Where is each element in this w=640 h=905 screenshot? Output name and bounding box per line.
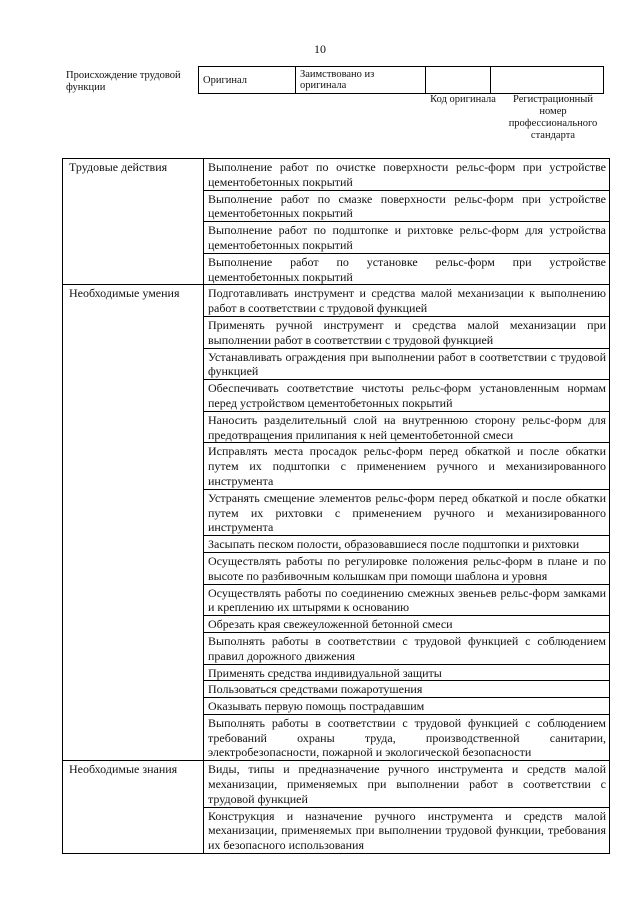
section-item: Выполнение работ по подштопке и рихтовке рельс-форм для устройства цементобетонных покрытий (204, 222, 610, 254)
section-title: Необходимые знания (63, 761, 204, 854)
section-item: Конструкция и назначение ручного инструмента и средств малой механизации, применяемых при выполнении трудовой функции, требования их безопасного использования (204, 807, 610, 853)
section-item: Засыпать песком полости, образовавшиеся после подштопки и рихтовки (204, 536, 610, 553)
reg-number-caption: Регистрационный номер профессионального стандарта (508, 94, 598, 141)
section-item: Обеспечивать соответствие чистоты рельс-форм установленным нормам перед устройством цементобетонных покрытий (204, 380, 610, 412)
section-item: Применять ручной инструмент и средства малой механизации при выполнении работ в соответствии с трудовой функцией (204, 316, 610, 348)
section-title: Трудовые действия (63, 159, 204, 285)
section-item: Устранять смещение элементов рельс-форм перед обкаткой и после обкатки путем их рихтовки с применением ручного и механизированного инструмента (204, 489, 610, 535)
section-item: Осуществлять работы по регулировке положения рельс-форм в плане и по высоте по разбивочным колышкам при помощи шаблона и уровня (204, 552, 610, 584)
origin-code-cell (426, 67, 491, 94)
section-item: Исправлять места просадок рельс-форм перед обкаткой и после обкатки путем их подштопки с применением ручного и механизированного инструмента (204, 443, 610, 489)
section-item: Пользоваться средствами пожаротушения (204, 681, 610, 698)
origin-label: Происхождение трудовой функции (66, 70, 181, 93)
origin-table (198, 66, 604, 94)
section-item: Виды, типы и предназначение ручного инструмента и средств малой механизации, применяемых при выполнении работ в соответствии с трудовой функцией (204, 761, 610, 807)
page-number: 10 (314, 42, 326, 56)
labor-function-table (62, 158, 610, 854)
section-item: Выполнение работ по смазке поверхности рельс-форм при устройстве цементобетонных покрытий (204, 190, 610, 222)
table-row (63, 159, 610, 191)
section-item: Выполнять работы в соответствии с трудовой функцией с соблюдением требований охраны труда, производственной санитарии, электробезопасности, пожарной и экологической безопасности (204, 714, 610, 760)
section-item: Обрезать края свежеуложенной бетонной смеси (204, 616, 610, 633)
section-item: Оказывать первую помощь пострадавшим (204, 698, 610, 715)
section-title: Необходимые умения (63, 285, 204, 761)
section-item: Устанавливать ограждения при выполнении работ в соответствии с трудовой функцией (204, 348, 610, 380)
table-row (63, 761, 610, 807)
section-item: Выполнение работ по очистке поверхности рельс-форм при устройстве цементобетонных покрытий (204, 159, 610, 191)
origin-borrowed-cell: Заимствовано из оригинала (296, 67, 426, 94)
section-item: Применять средства индивидуальной защиты (204, 664, 610, 681)
origin-original-cell: Оригинал (199, 67, 296, 94)
code-original-caption: Код оригинала (430, 94, 496, 105)
section-item: Выполнять работы в соответствии с трудовой функцией с соблюдением правил дорожного движения (204, 632, 610, 664)
section-item: Выполнение работ по установке рельс-форм при устройстве цементобетонных покрытий (204, 253, 610, 285)
section-item: Подготавливать инструмент и средства малой механизации к выполнению работ в соответствии с трудовой функцией (204, 285, 610, 317)
table-row (63, 285, 610, 317)
labor-function-body (63, 159, 610, 854)
section-item: Осуществлять работы по соединению смежных звеньев рельс-форм замками и креплению их штырями к основанию (204, 584, 610, 616)
origin-reg-cell (491, 67, 604, 94)
section-item: Наносить разделительный слой на внутреннюю сторону рельс-форм для предотвращения прилипания к ней цементобетонной смеси (204, 411, 610, 443)
